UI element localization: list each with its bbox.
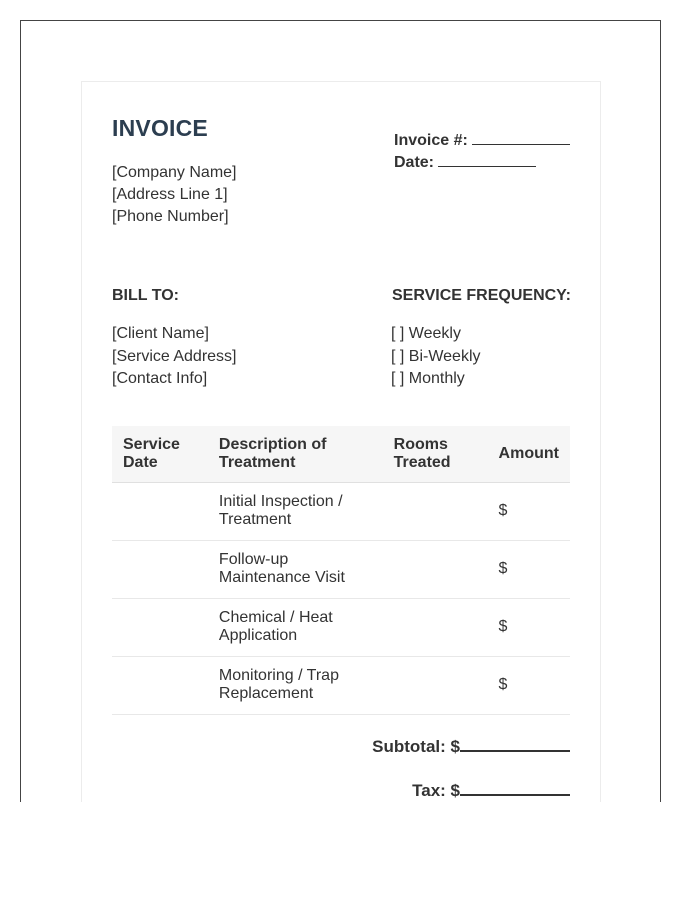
treatment-table <box>112 426 570 715</box>
service-address: [Service Address] <box>112 348 237 365</box>
company-phone: [Phone Number] <box>112 208 229 225</box>
service-date-cell[interactable] <box>112 483 208 541</box>
invoice-title: INVOICE <box>112 115 208 141</box>
rooms-cell[interactable] <box>383 483 488 541</box>
frequency-option-weekly[interactable]: [ ] Weekly <box>391 325 461 342</box>
table-row <box>112 599 570 657</box>
header-amount: Amount <box>488 426 570 483</box>
service-date-cell[interactable] <box>112 541 208 599</box>
client-name: [Client Name] <box>112 325 209 342</box>
amount-cell[interactable]: $ <box>488 541 570 599</box>
service-frequency-heading: SERVICE FREQUENCY: <box>392 287 571 304</box>
frequency-option-monthly[interactable]: [ ] Monthly <box>391 370 465 387</box>
invoice-number-label: Invoice #: <box>394 132 468 149</box>
rooms-cell[interactable] <box>383 657 488 715</box>
description-cell: Initial Inspection / Treatment <box>208 483 383 541</box>
table-row <box>112 541 570 599</box>
table-row <box>112 657 570 715</box>
invoice-date-label: Date: <box>394 154 435 171</box>
amount-cell[interactable]: $ <box>488 483 570 541</box>
rooms-cell[interactable] <box>383 599 488 657</box>
invoice-number-blank[interactable] <box>472 130 570 145</box>
description-cell: Chemical / Heat Application <box>208 599 383 657</box>
tax-label: Tax: $ <box>412 781 460 800</box>
company-name: [Company Name] <box>112 164 237 181</box>
table-header-row <box>112 426 570 483</box>
tax-blank[interactable] <box>460 778 570 796</box>
subtotal-blank[interactable] <box>460 734 570 752</box>
amount-cell[interactable]: $ <box>488 657 570 715</box>
invoice-date-blank[interactable] <box>438 152 536 167</box>
bill-to-heading: BILL TO: <box>112 287 179 304</box>
header-service-date: Service Date <box>112 426 208 483</box>
header-rooms-treated: Rooms Treated <box>383 426 488 483</box>
company-address: [Address Line 1] <box>112 186 228 203</box>
description-cell: Follow-up Maintenance Visit <box>208 541 383 599</box>
service-date-cell[interactable] <box>112 657 208 715</box>
invoice-number-row <box>394 130 570 150</box>
subtotal-label: Subtotal: $ <box>372 737 460 756</box>
tax-row <box>412 778 570 801</box>
rooms-cell[interactable] <box>383 541 488 599</box>
description-cell: Monitoring / Trap Replacement <box>208 657 383 715</box>
subtotal-row <box>372 734 570 757</box>
service-date-cell[interactable] <box>112 599 208 657</box>
amount-cell[interactable]: $ <box>488 599 570 657</box>
header-description: Description of Treatment <box>208 426 383 483</box>
contact-info: [Contact Info] <box>112 370 208 387</box>
invoice-date-row <box>394 152 536 172</box>
table-row <box>112 483 570 541</box>
frequency-option-biweekly[interactable]: [ ] Bi-Weekly <box>391 348 481 365</box>
